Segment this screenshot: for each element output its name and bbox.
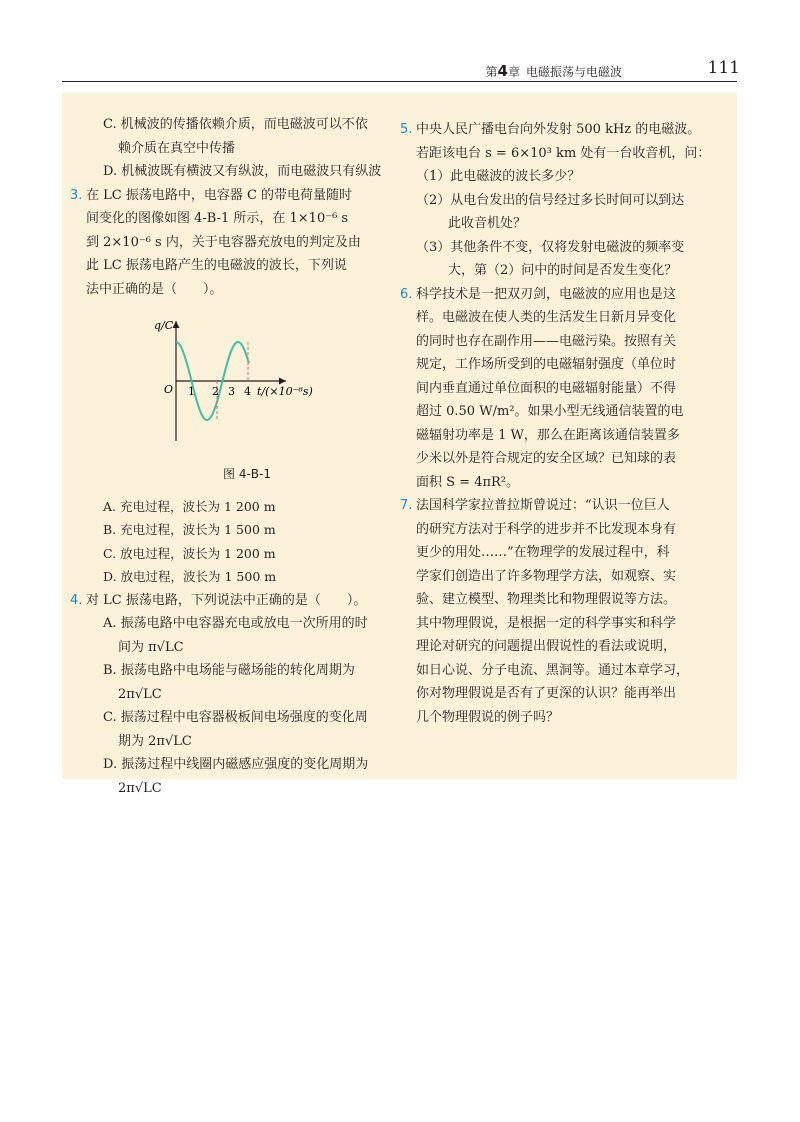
q6-line-6: 磁辐射功率是 1 W，那么在距离该通信装置多 <box>416 427 680 443</box>
q6-line-7: 少米以外是符合规定的安全区域？已知球的表 <box>416 451 677 466</box>
q6-line-0: 6. 科学技术是一把双刃剑，电磁波的应用也是这 <box>416 283 728 307</box>
chapter-header <box>0 62 622 80</box>
q2-option-d: D. 机械波既有横波又有纵波，而电磁波只有纵波 <box>103 164 382 179</box>
q2-option-c-line1: C. 机械波的传播依赖介质，而电磁波可以不依 <box>103 117 368 132</box>
page-number: 111 <box>707 58 740 78</box>
chapter-prefix: 第 <box>485 65 498 79</box>
q6-number: 6. <box>400 286 413 302</box>
chapter-number: 4 <box>497 62 508 80</box>
q4-option-a-line2: 间为 π√LC <box>118 639 184 655</box>
q4-option-a-line1: A. 振荡电路中电容器充电或放电一次所用的时 <box>103 616 368 631</box>
q7-line-5: 其中物理假说，是根据一定的科学事实和科学 <box>416 615 677 631</box>
q5-line1: 5. 中央人民广播电台向外发射 500 kHz 的电磁波。 <box>416 118 728 142</box>
x-tick-2: 2 <box>212 385 219 398</box>
q7-line-6: 理论对研究的问题提出假说性的看法或说明， <box>416 639 677 654</box>
q5-sub3-line1: （3）其他条件不变，仅将发射电磁波的频率变 <box>416 239 685 255</box>
figure-caption: 图 4-B-1 <box>223 467 271 481</box>
q7-line-1: 的研究方法对于科学的进步并不比发现本身有 <box>416 521 677 537</box>
q3-line-3: 此 LC 振荡电路产生的电磁波的波长，下列说 <box>86 258 347 273</box>
figure-4-b-1 <box>86 311 408 461</box>
q7-line-3: 学家们创造出了许多物理学方法，如观察、实 <box>416 568 677 584</box>
q3-line-4: 法中正确的是（ ）。 <box>86 281 223 297</box>
qt-graph <box>136 311 356 461</box>
q3-number: 3. <box>70 187 83 203</box>
left-column <box>70 113 408 800</box>
q3-option-d: D. 放电过程，波长为 1 500 m <box>103 569 277 584</box>
q7-line-9: 几个物理假说的例子吗？ <box>416 709 560 725</box>
q4-option-c-line1: C. 振荡过程中电容器极板间电场强度的变化周 <box>103 710 368 725</box>
y-axis-label: q/C <box>154 319 174 332</box>
x-tick-3: 3 <box>228 385 235 398</box>
q2-option-c-line2: 赖介质在真空中传播 <box>118 140 236 156</box>
q5-number: 5. <box>400 122 413 137</box>
chapter-suffix: 章 <box>507 65 520 79</box>
q7-line-0: 7. 法国科学家拉普拉斯曾说过：“认识一位巨人 <box>416 494 728 518</box>
q3-line-2: 到 2×10⁻⁶ s 内，关于电容器充放电的判定及由 <box>86 234 361 250</box>
q6-line-2: 的同时也存在副作用——电磁污染。按照有关 <box>416 333 677 349</box>
q4-option-d-line1: D. 振荡过程中线圈内磁感应强度的变化周期为 <box>103 757 369 772</box>
q6-line-4: 间内垂直通过单位面积的电磁辐射能量）不得 <box>416 380 677 396</box>
q7-number: 7. <box>400 498 413 513</box>
x-tick-1: 1 <box>188 385 195 398</box>
q6-line-1: 样。电磁波在使人类的生活发生日新月异变化 <box>416 310 677 325</box>
q3-option-b: B. 充电过程，波长为 1 500 m <box>103 522 276 537</box>
q6-line-5: 超过 0.50 W/m²。如果小型无线通信装置的电 <box>416 404 684 419</box>
chapter-title: 电磁振荡与电磁波 <box>525 65 622 79</box>
q7-line-4: 验、建立模型、物理类比和物理假说等方法。 <box>416 592 677 607</box>
q4-option-b-line1: B. 振荡电路中电场能与磁场能的转化周期为 <box>103 663 355 678</box>
q5-sub2-line1: （2）从电台发出的信号经过多长时间可以到达 <box>416 192 685 208</box>
q3-option-c: C. 放电过程，波长为 1 200 m <box>103 545 276 561</box>
origin-label: O <box>164 383 174 396</box>
q7-line-2: 更少的用处……”在物理学的发展过程中，科 <box>416 545 670 560</box>
q3-option-a: A. 充电过程，波长为 1 200 m <box>103 498 276 514</box>
q3-line-1: 间变化的图像如图 4-B-1 所示，在 1×10⁻⁶ s <box>86 211 349 226</box>
q4-option-c-line2: 期为 2π√LC <box>118 733 192 749</box>
q5-sub1: （1）此电磁波的波长多少？ <box>416 169 581 184</box>
q6-line-8: 面积 S = 4πR²。 <box>416 474 520 490</box>
q4-number: 4. <box>70 592 83 608</box>
q4-stem: 4. 对 LC 振荡电路，下列说法中正确的是（ ）。 <box>86 589 408 613</box>
right-column <box>400 118 728 729</box>
x-tick-4: 4 <box>244 385 251 398</box>
q7-line-7: 如日心说、分子电流、黑洞等。通过本章学习， <box>416 662 690 678</box>
q3-line-0: 3. 在 LC 振荡电路中，电容器 C 的带电荷量随时 <box>86 184 408 208</box>
header-rule <box>62 81 737 82</box>
q5-line2: 若距该电台 s = 6×10³ km 处有一台收音机，问： <box>416 145 711 161</box>
q5-sub2-line2: 此收音机处？ <box>448 216 527 231</box>
q7-line-8: 你对物理假说是否有了更深的认识？能再举出 <box>416 686 677 701</box>
x-axis-label: t/(×10⁻⁶s) <box>257 385 313 398</box>
q6-line-3: 规定，工作场所受到的电磁辐射强度（单位时 <box>416 357 677 372</box>
q4-option-b-line2: 2π√LC <box>118 686 162 702</box>
q4-option-d-line2: 2π√LC <box>118 780 162 796</box>
q5-sub3-line2: 大，第（2）问中的时间是否发生变化？ <box>448 263 678 278</box>
